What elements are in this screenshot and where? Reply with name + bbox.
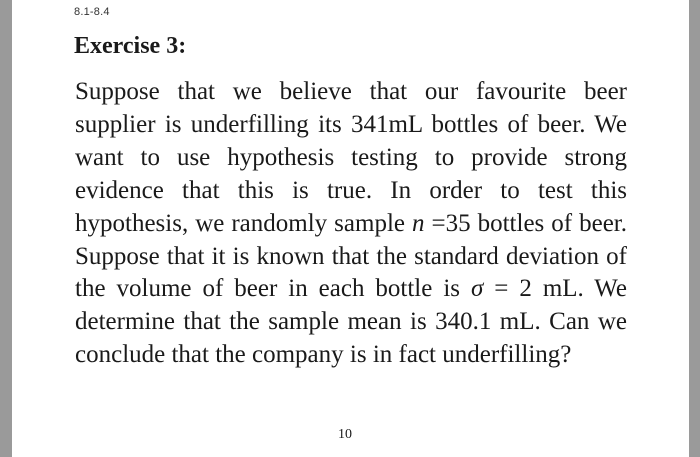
sample-size-symbol: n bbox=[412, 209, 425, 237]
exercise-text-part-2: =35 bottles of beer. Suppose that it is known that the standard deviation of the volume of beer in each bottle is bbox=[75, 209, 627, 303]
page-number: 10 bbox=[338, 427, 352, 442]
exercise-text-part-1: Suppose that we believe that our favourite beer supplier is underfilling its 341mL bottles of beer. We want to use hypothesis testing to provide strong evidence that this is true. In order to test this hypothesis, we randomly sample bbox=[75, 78, 627, 237]
page-edge-left bbox=[0, 0, 12, 457]
exercise-title: Exercise 3: bbox=[74, 33, 187, 59]
page-edge-right bbox=[689, 0, 700, 457]
section-reference: 8.1-8.4 bbox=[74, 6, 110, 18]
sigma-symbol: σ bbox=[470, 275, 484, 303]
exercise-text-part-3: = 2 mL. We determine that the sample mean is 340.1 mL. Can we conclude that the company is in fact underfilling? bbox=[75, 275, 627, 369]
exercise-body bbox=[75, 76, 627, 372]
